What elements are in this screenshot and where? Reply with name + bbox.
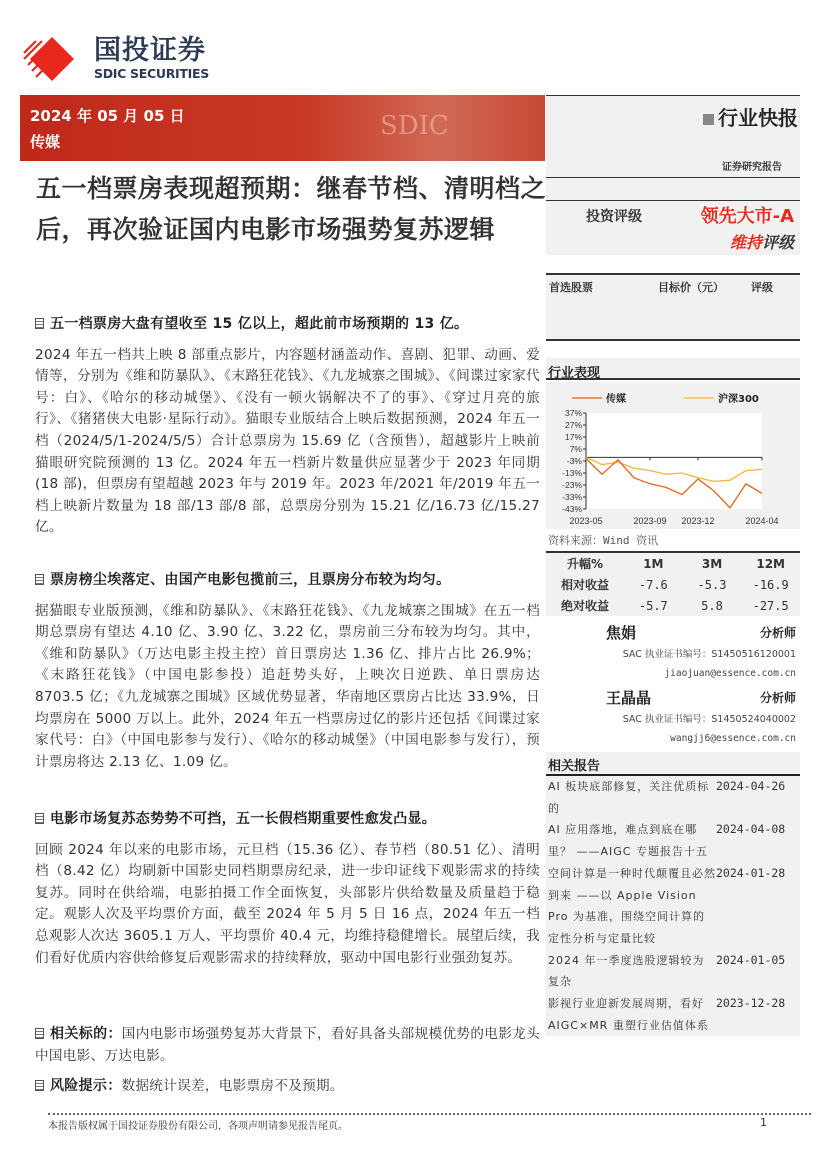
analyst-card (546, 685, 796, 751)
section-heading: 电影市场复苏态势势不可挡，五一长假档期重要性愈发凸显。 (35, 809, 540, 831)
performance-chart (546, 382, 800, 529)
report-title[interactable]: AI 板块底部修复，关注优质标的 (548, 780, 710, 815)
plot-area (586, 413, 762, 509)
section-2 (35, 570, 540, 773)
chart-source: 资料来源：Wind 资讯 (548, 534, 659, 547)
cell: -16.9 (752, 577, 789, 592)
footer-disclaimer: 本报告版权属于国投证券股份有限公司，各项声明请参见报告尾页。 (48, 1121, 348, 1132)
y-tick-label: -13% (562, 468, 582, 478)
report-date: 2024 年 05 月 05 日 (30, 107, 185, 125)
section-body: 回顾 2024 年以来的电影市场，元旦档（15.36 亿）、春节档（80.51 亿）、清明档（8.42 亿）均刷新中国影史同档期票房纪录，进一步印证线下观影需求的持续复苏。同时在供给端，电影拍摄工作全面恢复，头部影片供给数量及质量趋于稳定。观影人次及平均票价方面，截至 2024 年 5 月 5 日 16 点，2024 年五一档总观影人次达 3605.1 万人、平均票价 40.4 元，均维持稳健增长。展望后续，我们看好优质内容供给修复后观影需求的持续释放，驱动中国电影行业强劲复苏。 (35, 841, 540, 966)
report-info-panel (546, 95, 800, 255)
report-date: 2024-01-28 (716, 865, 786, 880)
table-row (546, 574, 800, 595)
y-tick-label: 27% (564, 420, 582, 430)
bullet-icon (35, 813, 44, 824)
logo-mark-icon (22, 37, 82, 81)
divider (546, 177, 800, 178)
return-table (546, 551, 800, 616)
analyst-name: 王晶晶 (606, 689, 652, 707)
industry-label: 传媒 (30, 133, 61, 151)
section-body: 据猫眼专业版预测，《维和防暴队》、《末路狂花钱》、《九龙城寨之围城》在五一档期总票房有望达 4.10 亿、3.90 亿、3.22 亿，票房前三分布较为均匀。其中，《维和防暴队》（万达电影主投主控）首日票房达 1.36 亿、排片占比 26.9%；《末路狂花钱》（中国电影参投）追赶势头好，上映次日逆跌、单日票房达 8703.5 亿；《九龙城寨之围城》区域优势显著，华南地区票房占比达 33.9%，日均票房在 5000 万以上。此外，2024 年五一档票房过亿的影片还包括《间谍过家家代号：白》（中国电影参与发行）、《哈尔的移动城堡》（中国电影参与发行），预计票房将达 2.13 亿、1.09 亿。 (35, 602, 540, 770)
cell: -27.5 (752, 598, 789, 613)
y-tick-label: -23% (562, 480, 582, 490)
related-report-item[interactable] (546, 776, 800, 819)
y-tick-label: 17% (564, 432, 582, 442)
legend-label: 沪深300 (718, 394, 759, 405)
related-report-item[interactable] (546, 993, 800, 1036)
analyst-name: 焦娟 (606, 624, 637, 642)
col-header: 首选股票 (549, 281, 593, 294)
chart-icon (703, 114, 714, 125)
related-reports (546, 752, 800, 1036)
related-report-item[interactable] (546, 819, 800, 862)
section-body: 数据统计误差，电影票房不及预期。 (121, 1078, 344, 1094)
logo-name-en: SDIC SECURITIES (94, 66, 209, 81)
report-date: 2024-01-05 (716, 952, 786, 967)
cell: 5.8 (701, 598, 723, 613)
industry-performance-header (546, 358, 800, 380)
bullet-icon (35, 1028, 44, 1039)
section-1 (35, 314, 540, 539)
bullet-icon (35, 574, 44, 585)
x-tick-label: 2023-09 (633, 516, 667, 526)
related-report-item[interactable] (546, 863, 800, 950)
section-heading: 风险提示： (50, 1078, 122, 1094)
report-title[interactable]: 空间计算是一种时代颠覆且必然到来 ——以 Apple Vision Pro 为基准，围绕空间计算的定性分析与定量比较 (548, 866, 716, 945)
col-header: 3M (701, 556, 723, 571)
report-type: 行业快报 (703, 102, 798, 131)
report-title[interactable]: 影视行业迎新发展周期，看好 AIGC×MR 重塑行业估值体系 (548, 997, 709, 1032)
col-header: 1M (643, 556, 664, 571)
divider (546, 200, 800, 201)
section-heading: 票房榜尘埃落定、由国产电影包揽前三，且票房分布较为均匀。 (35, 570, 540, 592)
y-tick-label: -33% (562, 492, 582, 502)
analyst-sac: SAC 执业证书编号：S1450516120001 (622, 649, 796, 660)
row-label: 绝对收益 (560, 599, 609, 613)
analyst-sac: SAC 执业证书编号：S1450524040002 (622, 714, 796, 725)
section-title: 行业表现 (548, 366, 601, 381)
col-header: 升幅% (566, 557, 604, 571)
report-date: 2024-04-26 (716, 779, 786, 793)
row-label: 相对收益 (560, 578, 609, 592)
col-header: 12M (756, 556, 785, 571)
y-tick-label: 37% (564, 408, 582, 418)
analyst-email[interactable]: wangjj6@essence.com.cn (670, 733, 796, 744)
rating-label: 投资评级 (586, 209, 642, 225)
analyst-role: 分析师 (759, 626, 796, 640)
bullet-icon (35, 318, 44, 329)
x-tick-label: 2023-05 (569, 516, 603, 526)
x-tick-label: 2024-04 (745, 516, 779, 526)
company-logo (22, 36, 209, 81)
table-row (546, 595, 800, 616)
y-tick-label: 7% (569, 444, 582, 454)
analyst-role: 分析师 (759, 691, 796, 705)
cell: -5.3 (697, 577, 727, 592)
banner-watermark: SDIC (380, 111, 449, 141)
section-heading: 相关标的： (50, 1026, 122, 1042)
table-header-row (546, 553, 800, 574)
bullet-icon (35, 1080, 44, 1091)
cell: -7.6 (638, 577, 668, 592)
section-body: 2024 年五一档共上映 8 部重点影片，内容题材涵盖动作、喜剧、犯罪、动画、爱情等，分别为《维和防暴队》、《末路狂花钱》、《九龙城寨之围城》、《间谍过家家代号：白》、《哈尔的移动城堡》、《没有一顿火锅解决不了的事》、《穿过月亮的旅行》、《猪猪侠大电影·星际行动》。猫眼专业版结合上映后数据预测，2024 年五一档（2024/5/1-2024/5/5）合计总票房为 15.69 亿（含预售），超越影片上映前猫眼研究院预测的 13 亿。2024 年五一档新片数量供应显著少于 2023 年同期(18 部)，但票房有望超越 2023 年与 2019 年。2023 年/2021 年/2019 年五一档上映新片数量为 18 部/13 部/8 部，总票房分别为 15.21 亿/16.73 亿/15.27 亿。 (35, 346, 540, 536)
report-title: 五一档票房表现超预期：继春节档、清明档之后，再次验证国内电影市场强势复苏逻辑 (36, 174, 547, 244)
section-title: 相关报告 (548, 759, 601, 774)
x-tick-label: 2023-12 (681, 516, 715, 526)
analyst-email[interactable]: jiaojuan@essence.com.cn (664, 668, 796, 679)
section-3 (35, 809, 540, 969)
report-date: 2023-12-28 (716, 996, 786, 1011)
section-heading: 五一档票房大盘有望收至 15 亿以上，超此前市场预期的 13 亿。 (35, 314, 540, 336)
y-tick-label: -43% (562, 504, 582, 514)
section-5 (35, 1076, 540, 1098)
report-date: 2024-04-08 (716, 822, 786, 837)
report-title[interactable]: 2024 年一季度选股逻辑较为复杂 (548, 953, 705, 989)
col-header: 评级 (751, 281, 773, 294)
section-body: 国内电影市场强势复苏大背景下，看好具备头部规模优势的电影龙头中国电影、万达电影。 (35, 1026, 541, 1064)
y-tick-label: -3% (566, 456, 582, 466)
preferred-stocks-table (546, 273, 800, 341)
logo-name-cn: 国投证券 (94, 35, 206, 66)
page-number: 1 (760, 1116, 767, 1129)
rating-value: 领先大市-A (700, 206, 794, 227)
report-title[interactable]: AI 应用落地，难点到底在哪里？ ——AIGC 专题报告十五 (548, 823, 708, 859)
header-banner (20, 95, 545, 161)
rating-action: 维持评级 (729, 233, 794, 252)
line-chart (546, 382, 800, 529)
report-subtype: 证券研究报告 (722, 162, 782, 173)
col-header: 目标价（元） (658, 281, 724, 294)
legend-label: 传媒 (606, 394, 626, 405)
section-4 (35, 1024, 540, 1067)
analyst-card (546, 620, 796, 686)
footer-divider (48, 1113, 811, 1115)
cell: -5.7 (638, 598, 668, 613)
related-report-item[interactable] (546, 950, 800, 993)
